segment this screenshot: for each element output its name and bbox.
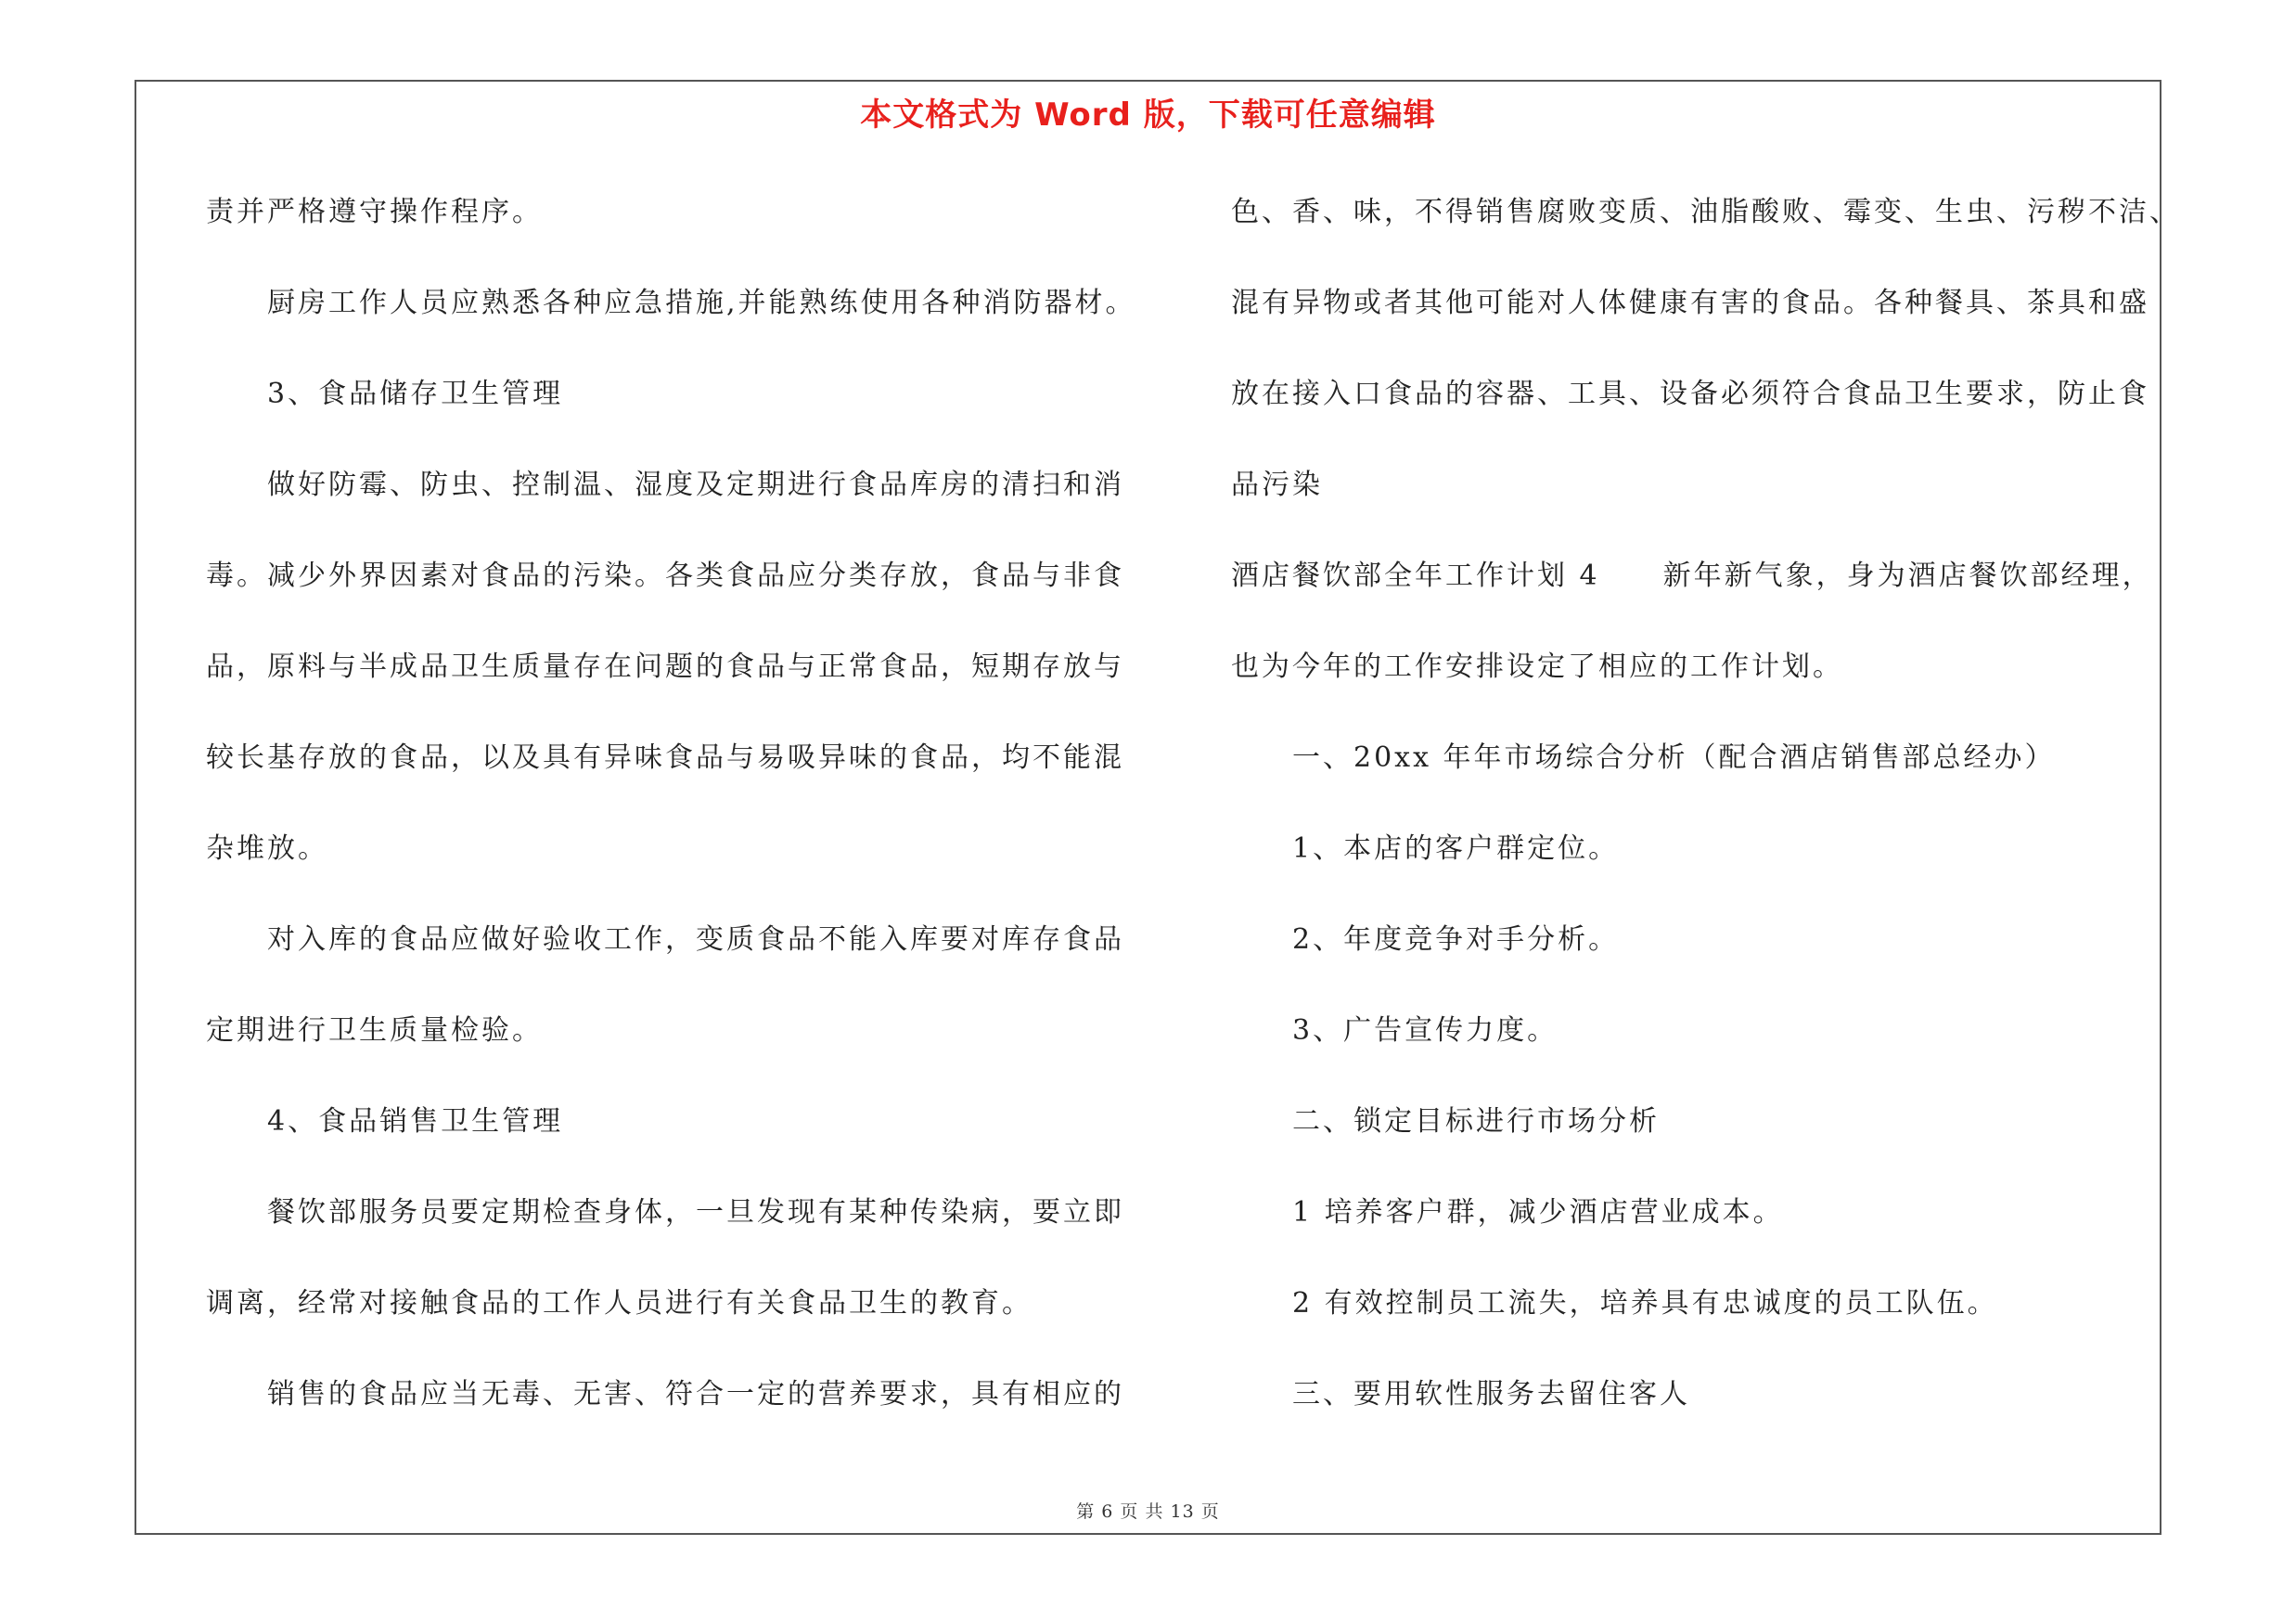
list-item: 2 有效控制员工流失，培养具有忠诚度的员工队伍。 <box>1292 1287 1998 1320</box>
left-column <box>206 182 1152 1455</box>
footer-prefix: 第 <box>1076 1501 1096 1522</box>
list-item: 2、年度竞争对手分析。 <box>1292 923 1620 956</box>
page-total: 13 <box>1170 1501 1195 1522</box>
list-item: 1 培养客户群，减少酒店营业成本。 <box>1292 1196 1784 1229</box>
page-number: 6 <box>1101 1501 1114 1522</box>
paragraph-line: 销售的食品应当无毒、无害、符合一定的营养要求，具有相应的 <box>267 1378 1124 1410</box>
list-item: 3、广告宣传力度。 <box>1292 1014 1558 1047</box>
plan-title: 酒店餐饮部全年工作计划 4 <box>1231 560 1600 592</box>
section-heading: 二、锁定目标进行市场分析 <box>1292 1105 1660 1138</box>
page-footer <box>0 1498 2296 1523</box>
section-heading: 3、食品储存卫生管理 <box>267 378 564 410</box>
paragraph-line: 杂堆放。 <box>206 832 328 865</box>
paragraph-line: 也为今年的工作安排设定了相应的工作计划。 <box>1231 650 1843 683</box>
paragraph-line: 色、香、味，不得销售腐败变质、油脂酸败、霉变、生虫、污秽不洁、 <box>1231 196 2180 228</box>
header-banner: 本文格式为 Word 版，下载可任意编辑 <box>860 97 1436 134</box>
list-item: 1、本店的客户群定位。 <box>1292 832 1620 865</box>
paragraph-line <box>1231 546 2196 637</box>
section-heading: 三、要用软性服务去留住客人 <box>1292 1378 1690 1410</box>
paragraph-line: 调离，经常对接触食品的工作人员进行有关食品卫生的教育。 <box>206 1287 1033 1320</box>
paragraph-line: 对入库的食品应做好验收工作，变质食品不能入库要对库存食品 <box>267 923 1124 956</box>
paragraph-line: 品，原料与半成品卫生质量存在问题的食品与正常食品，短期存放与 <box>206 650 1124 683</box>
paragraph-line: 做好防霉、防虫、控制温、湿度及定期进行食品库房的清扫和消 <box>267 469 1124 501</box>
right-column <box>1231 182 2196 1455</box>
paragraph-line: 放在接入口食品的容器、工具、设备必须符合食品卫生要求，防止食 <box>1231 378 2149 410</box>
paragraph-line: 责并严格遵守操作程序。 <box>206 196 543 228</box>
paragraph-line: 较长基存放的食品，以及具有异味食品与易吸异味的食品，均不能混 <box>206 741 1124 774</box>
plan-intro: 新年新气象，身为酒店餐饮部经理， <box>1662 560 2153 592</box>
footer-middle: 页 共 <box>1120 1501 1164 1522</box>
paragraph-line: 品污染 <box>1231 469 1323 501</box>
section-heading: 一、20xx 年年市场综合分析（配合酒店销售部总经办） <box>1292 741 2056 774</box>
footer-suffix: 页 <box>1200 1501 1220 1522</box>
paragraph-line: 餐饮部服务员要定期检查身体，一旦发现有某种传染病，要立即 <box>267 1196 1124 1229</box>
section-heading: 4、食品销售卫生管理 <box>267 1105 564 1138</box>
paragraph-line: 混有异物或者其他可能对人体健康有害的食品。各种餐具、茶具和盛 <box>1231 287 2149 319</box>
paragraph-line: 定期进行卫生质量检验。 <box>206 1014 543 1047</box>
paragraph-line: 厨房工作人员应熟悉各种应急措施,并能熟练使用各种消防器材。 <box>267 287 1136 319</box>
paragraph-line: 毒。减少外界因素对食品的污染。各类食品应分类存放，食品与非食 <box>206 560 1124 592</box>
